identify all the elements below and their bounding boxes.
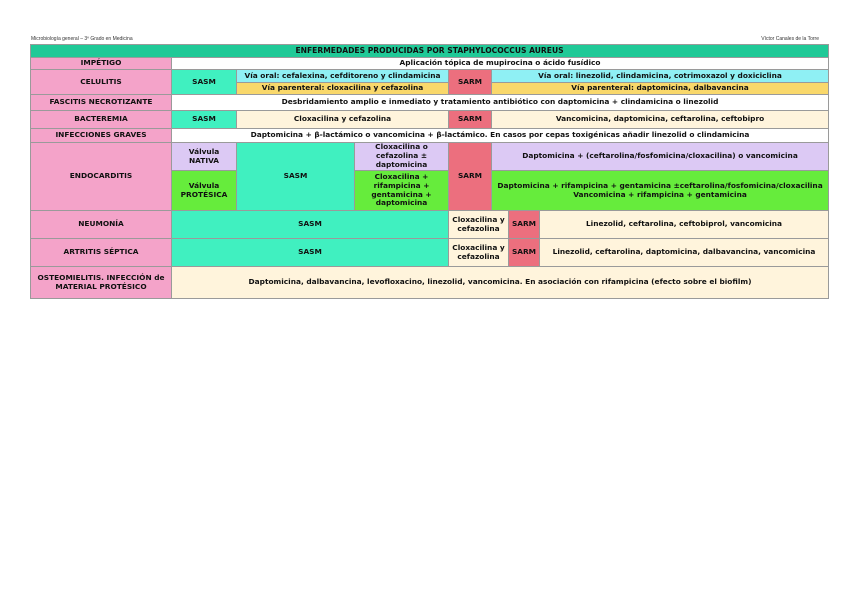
staphylococcus-treatment-table [30, 44, 829, 299]
artritis-sasm-label: SASM [172, 239, 449, 267]
bacteremia-sasm-treatment: Cloxacilina y cefazolina [237, 111, 449, 129]
neumonia-sasm-label: SASM [172, 211, 449, 239]
row-label-bacteremia: BACTEREMIA [31, 111, 172, 129]
endocarditis-valvula-nativa: Válvula NATIVA [172, 143, 237, 171]
endocarditis-valvula-protesica: Válvula PROTÉSICA [172, 171, 237, 211]
endocarditis-sarm-protesica: Daptomicina + rifampicina + gentamicina ±ceftarolina/fosfomicina/cloxacilina Vancomicina + rifampicina + gentamicina [492, 171, 829, 211]
neumonia-sasm-treatment: Cloxacilina y cefazolina [449, 211, 509, 239]
endocarditis-sasm-label: SASM [237, 143, 355, 211]
impetigo-treatment: Aplicación tópica de mupirocina o ácido fusídico [172, 58, 829, 70]
neumonia-sarm-cell [509, 211, 829, 239]
artritis-sarm-treatment: Linezolid, ceftarolina, daptomicina, dalbavancina, vancomicina [552, 247, 816, 257]
row-label-fascitis: FASCITIS NECROTIZANTE [31, 95, 172, 111]
endocarditis-sasm-nativa: Cloxacilina o cefazolina ± daptomicina [355, 143, 449, 171]
endocarditis-sarm-nativa: Daptomicina + (ceftarolina/fosfomicina/cloxacilina) o vancomicina [492, 143, 829, 171]
document-header-right: Víctor Canales de la Torre [761, 36, 819, 42]
row-label-celulitis: CELULITIS [31, 70, 172, 95]
endocarditis-sasm-protesica: Cloxacilina + rifampicina + gentamicina + daptomicina [355, 171, 449, 211]
row-label-osteomielitis: OSTEOMIELITIS. INFECCIÓN de MATERIAL PROTÉSICO [31, 267, 172, 299]
celulitis-sarm-oral: Vía oral: linezolid, clindamicina, cotrimoxazol y doxiciclina [492, 70, 829, 83]
osteomielitis-treatment: Daptomicina, dalbavancina, levofloxacino, linezolid, vancomicina. En asociación con rifampicina (efecto sobre el biofilm) [172, 267, 829, 299]
row-label-impetigo: IMPÉTIGO [31, 58, 172, 70]
neumonia-sarm-treatment: Linezolid, ceftarolina, ceftobiprol, vancomicina [585, 219, 783, 229]
artritis-sasm-treatment: Cloxacilina y cefazolina [449, 239, 509, 267]
row-label-endocarditis: ENDOCARDITIS [31, 143, 172, 211]
bacteremia-sasm-label: SASM [172, 111, 237, 129]
table-title: ENFERMEDADES PRODUCIDAS POR STAPHYLOCOCCUS AUREUS [31, 45, 829, 58]
row-label-infecciones-graves: INFECCIONES GRAVES [31, 129, 172, 143]
fascitis-treatment: Desbridamiento amplio e inmediato y tratamiento antibiótico con daptomicina + clindamicina o linezolid [172, 95, 829, 111]
celulitis-sasm-oral: Vía oral: cefalexina, cefditoreno y clindamicina [237, 70, 449, 83]
artritis-sarm-label: SARM [509, 239, 540, 266]
row-label-neumonia: NEUMONÍA [31, 211, 172, 239]
infecciones-graves-treatment: Daptomicina + β-lactámico o vancomicina + β-lactámico. En casos por cepas toxigénicas añadir linezolid o clindamicina [172, 129, 829, 143]
celulitis-sasm-label: SASM [172, 70, 237, 95]
celulitis-sarm-parenteral: Vía parenteral: daptomicina, dalbavancina [492, 83, 829, 95]
bacteremia-sarm-label: SARM [449, 111, 492, 129]
endocarditis-sarm-label: SARM [449, 143, 492, 211]
artritis-sarm-cell [509, 239, 829, 267]
document-header-left: Microbiología general – 3º Grado en Medicina [31, 36, 133, 42]
row-label-artritis: ARTRITIS SÉPTICA [31, 239, 172, 267]
celulitis-sasm-parenteral: Vía parenteral: cloxacilina y cefazolina [237, 83, 449, 95]
celulitis-sarm-label: SARM [449, 70, 492, 95]
bacteremia-sarm-treatment: Vancomicina, daptomicina, ceftarolina, ceftobipro [492, 111, 829, 129]
neumonia-sarm-label: SARM [509, 211, 540, 238]
